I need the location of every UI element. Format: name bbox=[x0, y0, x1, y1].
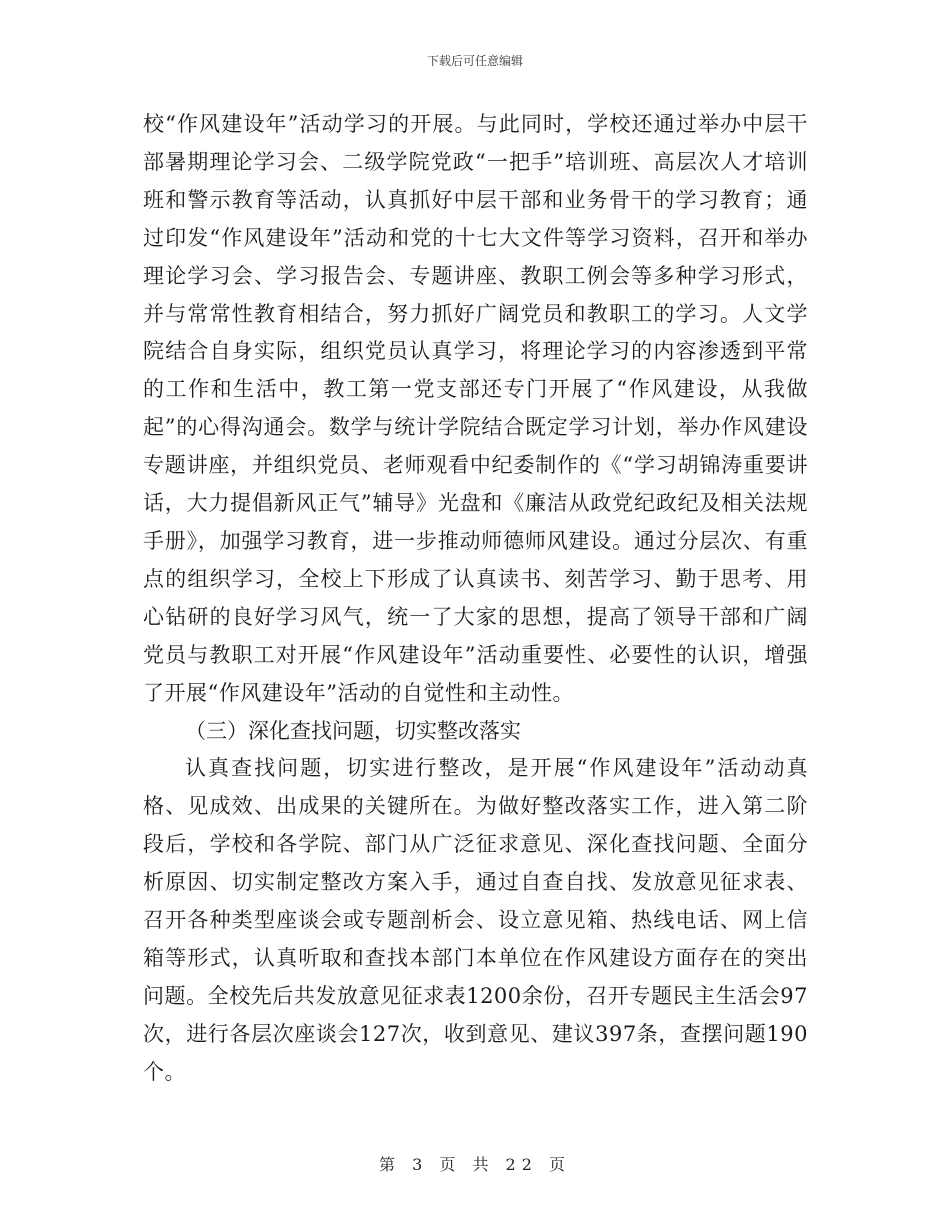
header-note: 下载后可任意编辑 bbox=[426, 54, 523, 68]
paragraph-rectification: 认真查找问题，切实进行整改，是开展“作风建设年”活动动真格、见成效、出成果的关键所在。为做好整改落实工作，进入第二阶段后，学校和各学院、部门从广泛征求意见、深化查找问题、全面分析原因、切实制定整改方案入手，通过自查自找、发放意见征求表、召开各种类型座谈会或专题剖析会、设立意见箱、热线电话、网上信箱等形式，认真听取和查找本部门本单位在作风建设方面存在的突出问题。全校先后共发放意见征求表1200余份，召开专题民主生活会97次，进行各层次座谈会127次，收到意见、建议397条，查摆问题190个。 bbox=[143, 756, 808, 1084]
section-heading: （三）深化查找问题，切实整改落实 bbox=[185, 718, 521, 743]
document-body bbox=[143, 106, 808, 1092]
page-number-footer: 第 3 页 共 22 页 bbox=[379, 1155, 571, 1174]
paragraph-continuation: 校“作风建设年”活动学习的开展。与此同时，学校还通过举办中层干部暑期理论学习会、二级学院党政“一把手”培训班、高层次人才培训班和警示教育等活动，认真抓好中层干部和业务骨干的学习教育；通过印发“作风建设年”活动和党的十七大文件等学习资料，召开和举办理论学习会、学习报告会、专题讲座、教职工例会等多种学习形式，并与常常性教育相结合，努力抓好广阔党员和教职工的学习。人文学院结合自身实际，组织党员认真学习，将理论学习的内容渗透到平常的工作和生活中，教工第一党支部还专门开展了“作风建设，从我做起”的心得沟通会。数学与统计学院结合既定学习计划，举办作风建设专题讲座，并组织党员、老师观看中纪委制作的《“学习胡锦涛重要讲话，大力提倡新风正气”辅导》光盘和《廉洁从政党纪政纪及相关法规手册》，加强学习教育，进一步推动师德师风建设。通过分层次、有重点的组织学习，全校上下形成了认真读书、刻苦学习、勤于思考、用心钻研的良好学习风气，统一了大家的思想，提高了领导干部和广阔党员与教职工对开展“作风建设年”活动重要性、必要性的认识，增强了开展“作风建设年”活动的自觉性和主动性。 bbox=[143, 112, 808, 705]
